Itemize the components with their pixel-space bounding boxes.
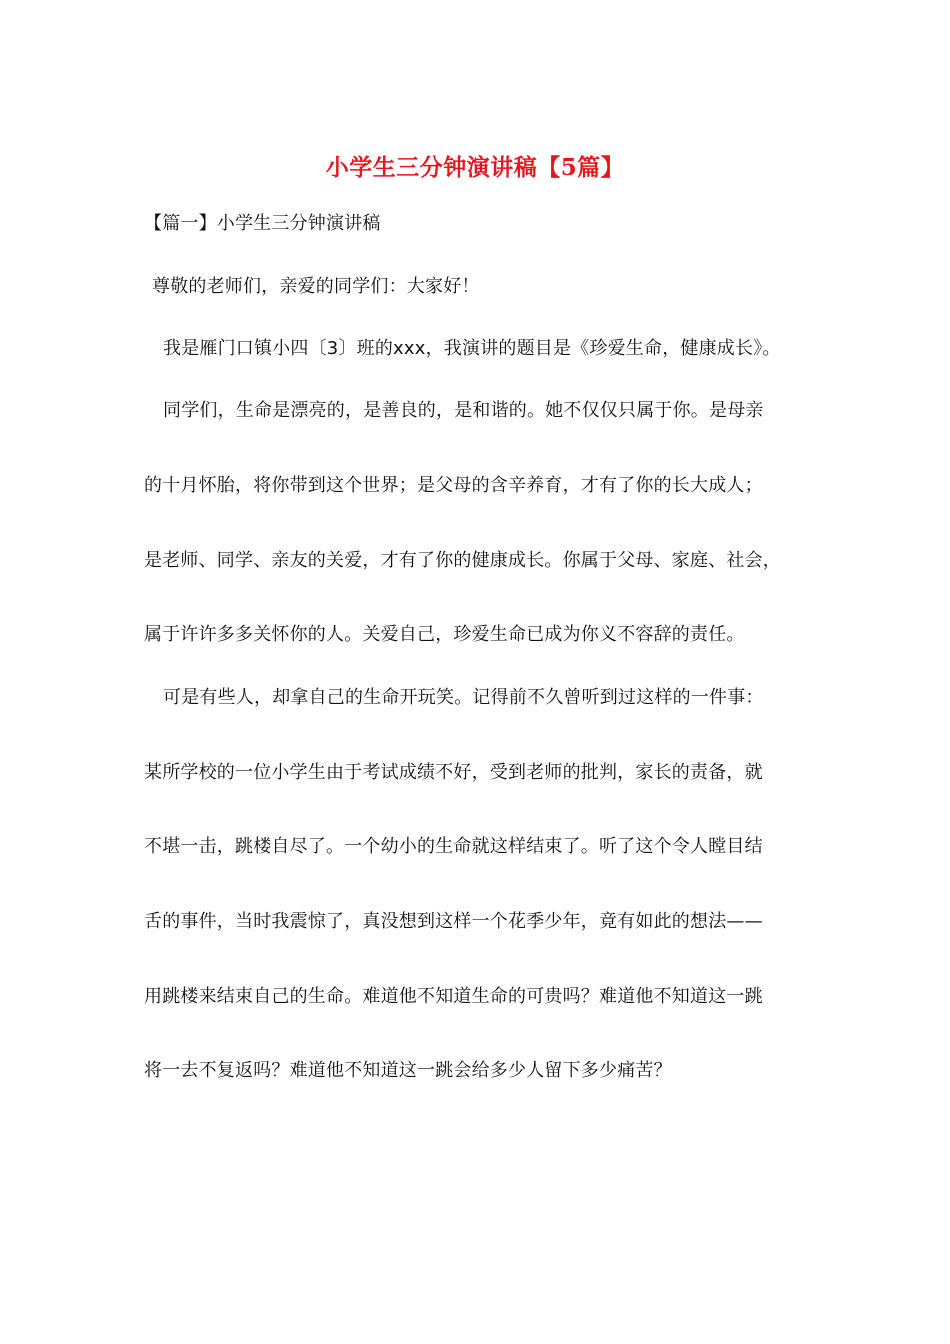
intro-line: 我是雁门口镇小四〔3〕班的xxx，我演讲的题目是《珍爱生命，健康成长》。 (163, 338, 781, 359)
greeting-line: 尊敬的老师们，亲爱的同学们：大家好！ (152, 276, 480, 297)
section-heading: 【篇一】小学生三分钟演讲稿 (144, 213, 381, 234)
paragraph-line: 用跳楼来结束自己的生命。难道他不知道生命的可贵吗？难道他不知道这一跳 (144, 986, 763, 1007)
paragraph-line: 将一去不复返吗？难道他不知道这一跳会给多少人留下多少痛苦？ (144, 1060, 672, 1081)
paragraph-line: 是老师、同学、亲友的关爱，才有了你的健康成长。你属于父母、家庭、社会， (144, 550, 781, 571)
paragraph-line: 可是有些人，却拿自己的生命开玩笑。记得前不久曾听到过这样的一件事： (163, 687, 764, 708)
paragraph-line: 属于许许多多关怀你的人。关爱自己，珍爱生命已成为你义不容辞的责任。 (144, 624, 745, 645)
paragraph-line: 舌的事件，当时我震惊了，真没想到这样一个花季少年，竟有如此的想法—— (144, 911, 763, 932)
paragraph-line: 的十月怀胎，将你带到这个世界；是父母的含辛养育，才有了你的长大成人； (144, 475, 763, 496)
paragraph-line: 同学们，生命是漂亮的，是善良的，是和谐的。她不仅仅只属于你。是母亲 (163, 400, 764, 421)
document-title: 小学生三分钟演讲稿【5篇】 (325, 154, 625, 181)
paragraph-line: 某所学校的一位小学生由于考试成绩不好，受到老师的批判，家长的责备，就 (144, 762, 763, 783)
paragraph-line: 不堪一击，跳楼自尽了。一个幼小的生命就这样结束了。听了这个令人瞠目结 (144, 836, 763, 857)
